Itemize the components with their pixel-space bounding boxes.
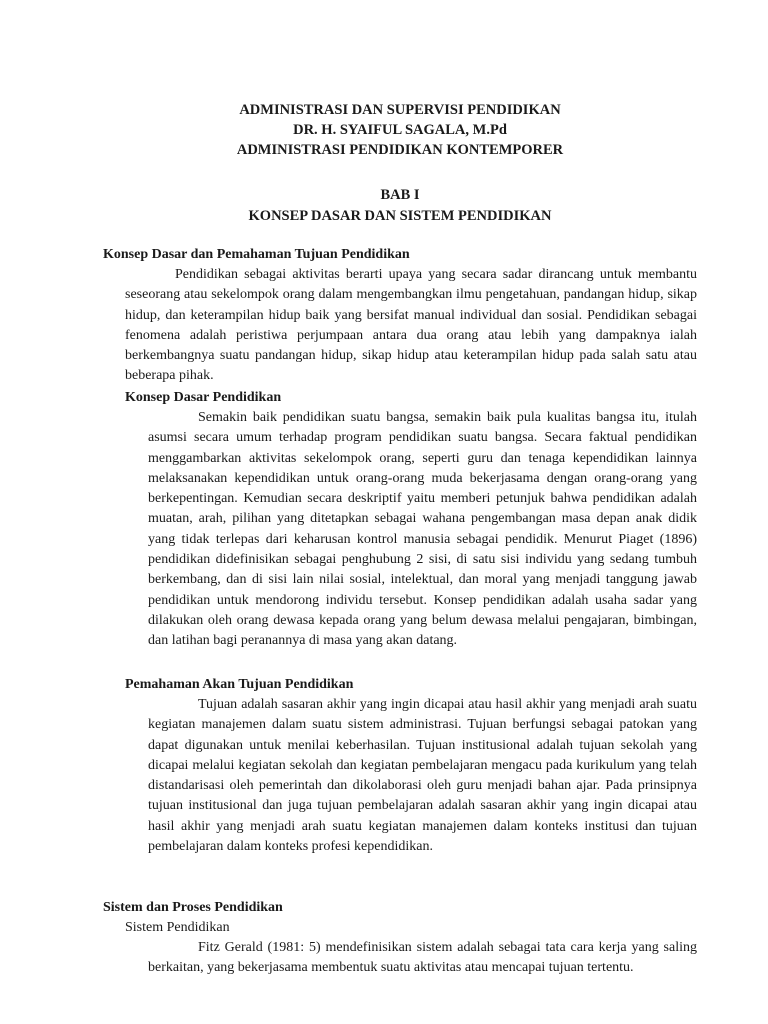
section-2-subheading: Sistem Pendidikan (125, 920, 230, 935)
section-1-heading: Konsep Dasar dan Pemahaman Tujuan Pendidikan (103, 247, 410, 262)
section-1-body (125, 265, 697, 387)
section-2-heading: Sistem dan Proses Pendidikan (103, 900, 283, 915)
subsection-2-heading: Pemahaman Akan Tujuan Pendidikan (125, 677, 354, 692)
chapter-heading (0, 185, 768, 227)
section-2-body (148, 938, 697, 979)
chapter-title: KONSEP DASAR DAN SISTEM PENDIDIKAN (248, 208, 552, 224)
subsection-1-body (148, 408, 697, 652)
section-1-paragraph: Pendidikan sebagai aktivitas berarti upaya yang secara sadar dirancang untuk membantu seseorang atau sekelompok orang dalam mengembangkan ilmu pengetahuan, pandangan hidup, sikap hidup, dan keterampilan hidup baik yang bersifat manual individual dan sosial. Pendidikan sebagai fenomena adalah peristiwa perjumpaan antara dua orang atau lebih yang dampaknya ialah berkembangnya suatu pandangan hidup, sikap hidup atau keterampilan hidup pada salah satu atau beberapa pihak. (125, 267, 697, 384)
section-2-paragraph: Fitz Gerald (1981: 5) mendefinisikan sistem adalah sebagai tata cara kerja yang saling berkaitan, yang bekerjasama membentuk suatu aktivitas atau mencapai tujuan tertentu. (148, 940, 697, 976)
chapter-number: BAB I (380, 187, 420, 203)
header-title-2: ADMINISTRASI PENDIDIKAN KONTEMPORER (236, 142, 564, 158)
header-author: DR. H. SYAIFUL SAGALA, M.Pd (293, 122, 507, 138)
subsection-1-paragraph: Semakin baik pendidikan suatu bangsa, semakin baik pula kualitas bangsa itu, itulah asumsi secara umum terhadap program pendidikan suatu bangsa. Secara faktual pendidikan menggambarkan aktivitas sekelompok orang, seperti guru dan tenaga kependidikan lainnya melaksanakan kependidikan untuk orang-orang muda bekerjasama dengan orang-orang yang berkepentingan. Kemudian secara deskriptif yaitu memberi petunjuk bahwa pendidikan adalah muatan, arah, pilihan yang ditetapkan sebagai wahana pengembangan masa depan anak didik yang tidak terlepas dari keharusan kontrol manusia sebagai pendidik. Menurut Piaget (1896) pendidikan didefinisikan sebagai penghubung 2 sisi, di satu sisi individu yang sedang tumbuh berkembang, dan di sisi lain nilai sosial, intelektual, dan moral yang menjadi tanggung jawab pendidikan untuk mendorong individu tersebut. Konsep pendidikan adalah usaha sadar yang dilakukan oleh orang dewasa kepada orang yang belum dewasa melalui pengajaran, bimbingan, dan latihan bagi peranannya di masa yang akan datang. (148, 410, 697, 649)
subsection-2-paragraph: Tujuan adalah sasaran akhir yang ingin dicapai atau hasil akhir yang menjadi arah suatu kegiatan manajemen dalam suatu sistem administrasi. Tujuan berfungsi sebagai patokan yang dapat digunakan untuk menilai keberhasilan. Tujuan institusional adalah tujuan sekolah yang dicapai melalui kegiatan sekolah dan kegiatan pembelajaran mengacu pada kurikulum yang telah distandarisasi oleh pemerintah dan dikolaborasi oleh guru menjadi bahan ajar. Pada prinsipnya tujuan institusional dan juga tujuan pembelajaran adalah sasaran akhir yang ingin dicapai atau hasil akhir yang menjadi arah suatu kegiatan manajemen dalam konteks institusi dan tujuan pembelajaran dalam konteks profesi kependidikan. (148, 697, 697, 855)
subsection-1-heading: Konsep Dasar Pendidikan (125, 390, 282, 405)
header-title-1: ADMINISTRASI DAN SUPERVISI PENDIDIKAN (239, 102, 561, 118)
subsection-2-body (148, 695, 697, 857)
document-header (0, 100, 768, 160)
